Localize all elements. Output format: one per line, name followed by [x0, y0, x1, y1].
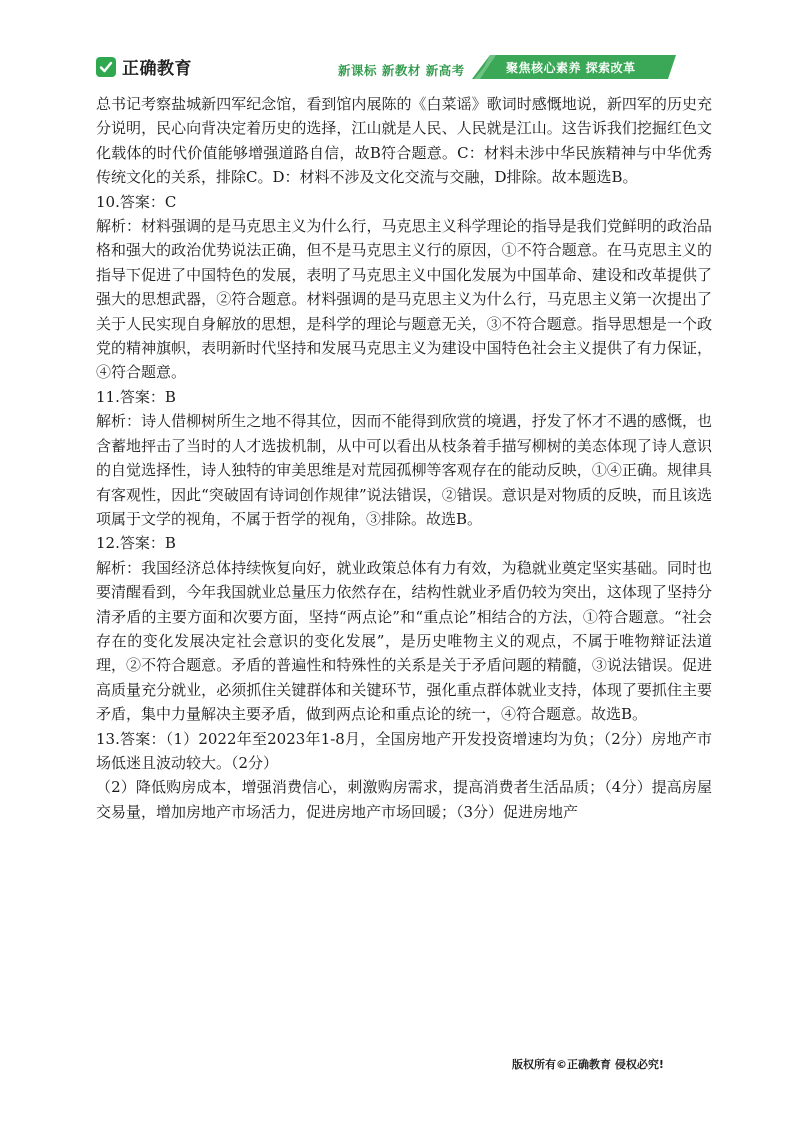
analysis-q12: 解析：我国经济总体持续恢复向好，就业政策总体有力有效，为稳就业奠定坚实基础。同时也要清醒看到，今年我国就业总量压力依然存在，结构性就业矛盾仍较为突出，这体现了坚持分清矛盾的主要方面和次要方面，坚持“两点论”和“重点论”相结合的方法，①符合题意。“社会存在的变化发展决定社会意识的变化发展”，是历史唯物主义的观点，不属于唯物辩证法道理，②不符合题意。矛盾的普遍性和特殊性的关系是关于矛盾问题的精髓，③说法错误。促进高质量充分就业，必须抓住关键群体和关键环节，强化重点群体就业支持，体现了要抓住主要矛盾，集中力量解决主要矛盾，做到两点论和重点论的统一，④符合题意。故选B。 — [96, 558, 712, 724]
analysis-q11: 解析：诗人借柳树所生之地不得其位，因而不能得到欣赏的境遇，抒发了怀才不遇的感慨，也含蓄地抨击了当时的人才选拔机制，从中可以看出从枝条着手描写柳树的美态体现了诗人意识的自觉选择性，诗人独特的审美思维是对荒园孤柳等客观存在的能动反映，①④正确。规律具有客观性，因此“突破固有诗词创作规律”说法错误，②错误。意识是对物质的反映，而且该选项属于文学的视角，不属于哲学的视角，③排除。故选B。 — [96, 412, 712, 528]
answer-q12: 12.答案：B — [96, 534, 176, 553]
brand-logo — [96, 54, 192, 79]
analysis-q10: 解析：材料强调的是马克思主义为什么行，马克思主义科学理论的指导是我们党鲜明的政治品格和强大的政治优势说法正确，但不是马克思主义行的原因，①不符合题意。在马克思主义的指导下促进了中国特色的发展，表明了马克思主义中国化发展为中国革命、建设和改革提供了强大的思想武器，②符合题意。材料强调的是马克思主义为什么行，马克思主义第一次提出了关于人民实现自身解放的思想，是科学的理论与题意无关，③不符合题意。指导思想是一个政党的精神旗帜，表明新时代坚持和发展马克思主义为建设中国特色社会主义提供了有力保证，④符合题意。 — [96, 217, 712, 382]
paragraph-q9-continuation: 总书记考察盐城新四军纪念馆，看到馆内展陈的《白菜谣》歌词时感慨地说，新四军的历史充分说明，民心向背决定着历史的选择，江山就是人民、人民就是江山。这告诉我们挖掘红色文化载体的时代价值能够增强道路自信，故B符合题意。C：材料未涉中华民族精神与中华优秀传统文化的关系，排除C。D：材料不涉及文化交流与交融，D排除。故本题选B。 — [96, 95, 712, 187]
logo-text: 正确教育 — [122, 59, 192, 79]
banner-text: 聚焦核心素养 探索改革 — [506, 61, 636, 75]
answer-q11: 11.答案：B — [96, 387, 176, 406]
header-banner — [472, 55, 676, 79]
copyright-footer: 版权所有©正确教育 侵权必究! — [512, 1058, 664, 1071]
header-tagline: 新课标 新教材 新高考 — [338, 63, 465, 78]
page-header — [0, 0, 800, 88]
document-body — [96, 92, 712, 824]
checkmark-icon — [96, 57, 116, 77]
answer-q13-part1: 13.答案：（1）2022年至2023年1-8月，全国房地产开发投资增速均为负；（2分）房地产市场低迷且波动较大。（2分） — [96, 729, 712, 772]
answer-q10: 10.答案：C — [96, 192, 177, 211]
answer-q13-part2: （2）降低购房成本，增强消费信心，刺激购房需求，提高消费者生活品质；（4分）提高房屋交易量，增加房地产市场活力，促进房地产市场回暖；（3分）促进房地产 — [96, 778, 712, 821]
